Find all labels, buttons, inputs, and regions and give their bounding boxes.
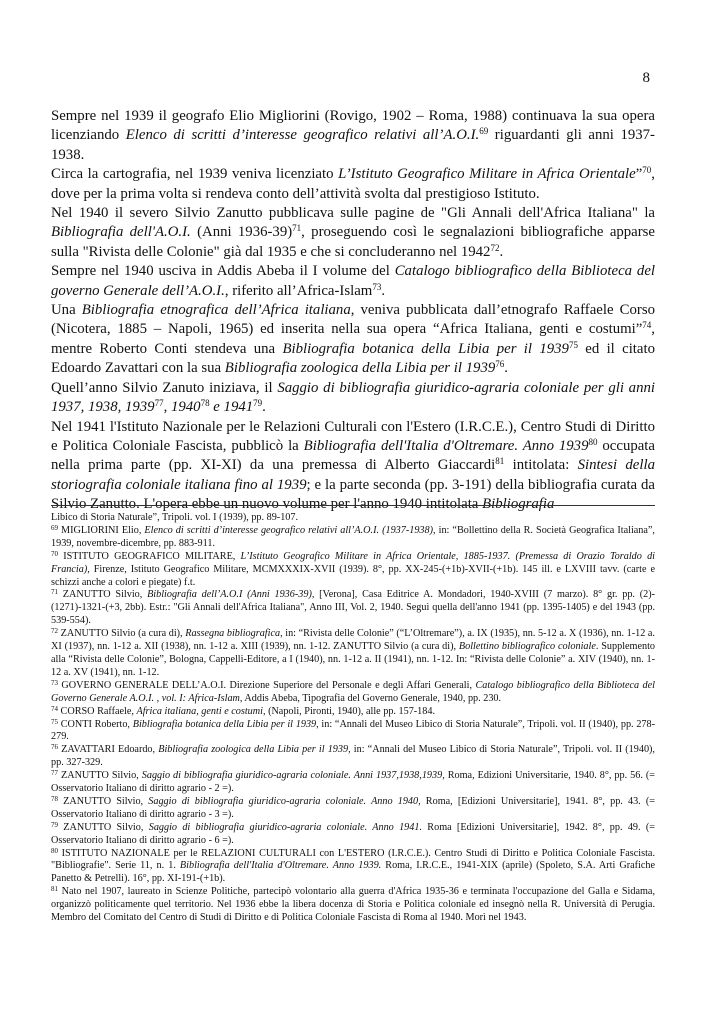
paragraph (51, 379, 655, 418)
text-run: GOVERNO GENERALE DELL’A.O.I. Direzione Superiore del Personale e degli Affari Generali, (58, 679, 476, 691)
note-reference: 76 (51, 743, 58, 752)
text-run: Rassegna bibliografica (185, 628, 281, 640)
note-reference: 69 (479, 126, 489, 137)
footnote (51, 848, 655, 887)
text-run: Bibliografia dell'Italia d'Oltremare. Anno 1939 (303, 437, 589, 454)
text-run: ZANUTTO Silvio, (58, 821, 149, 833)
footnote (51, 886, 655, 925)
note-reference: 81 (51, 885, 58, 894)
text-run: , in: “Bollettino della R. Società Geografica Italiana”, 1939, novembre-dicembre, pp. 883-911. (51, 524, 655, 549)
text-run: Bibliografia (482, 496, 555, 513)
text-run: , (Napoli, Pironti, 1940), alle pp. 157-184. (262, 705, 436, 717)
text-run: Sempre nel 1940 usciva in Addis Abeba il I volume del (51, 263, 395, 280)
text-run: Bibliografia dell’A.O.I (Anni 1936-39) (147, 589, 312, 601)
note-reference: 77 (154, 398, 164, 409)
text-run: Bibliografia botanica della Libia per il 1939 (282, 340, 569, 357)
footnote (51, 551, 655, 590)
note-reference: 80 (588, 436, 598, 447)
text-run: Nato nel 1907, laureato in Scienze Politiche, partecipò volontario alla guerra d'Africa 1935-36 e terminata l'occupazione del Galla e Sidama, organizzò politicamente quel territorio. Nel 1936 ebbe la libera docenza di Storia e Politica coloniale ed insegnò nella R. Università di Perugia. Membro del Comitato del Centro di Studi di Diritto e di Politica Coloniale Fascista di Roma al 1940. Morì nel 1943. (51, 886, 655, 924)
note-reference: 70 (51, 549, 58, 558)
note-reference: 79 (253, 398, 263, 409)
text-run: , in: “Annali del Museo Libico di Storia Naturale”, Tripoli. vol. II (1940), pp. 278-279. (51, 718, 655, 743)
note-reference: 75 (568, 339, 578, 350)
note-reference: 69 (51, 523, 58, 532)
text-run: CONTI Roberto, (58, 718, 133, 730)
text-run: Sintesi della storiografia coloniale italiana fino al 1939 (51, 457, 655, 493)
text-run: Roma, I.R.C.E., 1941-XIX (aprile) (Spoleto, S.A. Arti Grafiche Panetto & Petrelli). 16°, pp. XI-191-(+1b). (51, 860, 655, 885)
footnote (51, 512, 655, 525)
text-run: Bibliografia zoologica della Libia per il 1939 (224, 360, 496, 377)
text-run: Sempre nel 1939 il geografo Elio Migliorini (Rovigo, 1902 – Roma, 1988) continuava la sua opera licenziando (51, 108, 655, 144)
text-run: , Roma, Edizioni Universitarie, 1940. 8°, pp. 56. (= Osservatorio Italiano di diritto agrario - 2 =). (51, 770, 656, 795)
text-run: , [Verona], Casa Editrice A. Mondadori, 1940-XVIII (7 marzo). 8° gr. pp. (2)-(1271)-1321-(+3, 2bb). Estr.: "Gli Annali dell'Africa Italiana", Anno III, Vol. 2, 1940. Seguì quella dell'anno 1941 (pp. 1395-1405) e del 1943 (pp. 539-554). (51, 589, 655, 627)
footnote-separator (51, 505, 655, 506)
note-reference: 71 (51, 588, 58, 597)
footnote (51, 796, 655, 822)
note-reference: 74 (642, 320, 652, 331)
note-reference: 77 (51, 769, 58, 778)
footnotes (51, 512, 655, 925)
text-run: , Firenze, Istituto Geografico Militare, MCMXXXIX-XVII (1939). 8°, pp. XX-245-(+1b)-XVII-(+1b). 145 ill. e LXVIII tavv. (carte e schizzi anche a colori e piegate) f.t. (51, 563, 655, 588)
text-run: . Supplemento alla “Rivista delle Colonie”, Bologna, Cappelli-Editore, a I (1940), nn. 1-12 a. II (1941), nn. 1-12. In: “Rivista delle Colonie” a. XIV (1940), nn. 1-12 a. XV (1941), nn. 1-12. (51, 641, 656, 678)
text-run: , Addis Abeba, Tipografia del Governo Generale, 1940, pp. 230. (239, 692, 502, 704)
note-reference: 75 (51, 717, 58, 726)
text-run: (Anni 1936-39) (190, 224, 293, 241)
paragraph (51, 262, 655, 301)
footnote (51, 706, 655, 719)
text-run: ” (635, 166, 643, 183)
text-run: ZANUTTO Silvio, (58, 589, 148, 601)
text-run: . (381, 282, 386, 299)
text-run: Una (51, 302, 82, 319)
text-run: , (163, 399, 171, 416)
text-run: Bibliografia botanica della Libia per il 1939 (132, 718, 317, 730)
paragraph (51, 204, 655, 262)
text-run: . (262, 399, 266, 416)
text-run: occupata nella prima parte (pp. XI-XI) da una premessa di Alberto Giaccardi (51, 437, 655, 474)
text-run: , in: “Rivista delle Colonie” (“L’Oltremare”), a. IX (1935), nn. 5-12 a. X (1936), nn. 1-12 a. XI (1937), nn. 1-12 a. XII (1938), nn. 1-12 a. XIII (1939), nn. 1-12. ZANUTTO Silvio (a cura di), (51, 628, 655, 653)
text-run: ed il citato Edoardo Zavattari con la sua (51, 340, 655, 377)
note-reference: 73 (372, 281, 382, 292)
text-run: Bibliografia dell'Italia d'Oltremare. Anno 1939. (179, 860, 382, 872)
text-run: L’Istituto Geografico Militare in Africa Orientale, 1885-1937. (Premessa di Orazio Toraldo di Francia) (51, 550, 655, 575)
text-run: Saggio di bibliografia giuridico-agraria coloniale. Anno 1941. (148, 821, 422, 833)
text-run: Saggio di bibliografia giuridico-agraria coloniale. Anno 1940, (148, 795, 421, 807)
text-run: Bibliografia etnografica dell’Africa italiana (81, 302, 351, 319)
text-run: ZANUTTO Silvio (a cura di), (58, 628, 186, 640)
footnote (51, 770, 655, 796)
paragraph (51, 301, 655, 379)
note-reference: 72 (51, 627, 58, 636)
text-run: Nel 1941 l'Istituto Nazionale per le Relazioni Culturali con l'Estero (I.R.C.E.), Centro Studi di Diritto e Politica Coloniale Fascista, pubblicò la (51, 418, 655, 454)
note-reference: 70 (642, 165, 652, 176)
footnote (51, 822, 655, 848)
text-run: ZANUTTO Silvio, (58, 795, 149, 807)
note-reference: 78 (51, 794, 58, 803)
text-run: ZANUTTO Silvio, (58, 770, 142, 782)
footnote (51, 680, 655, 706)
text-run: Saggio di bibliografia giuridico-agraria coloniale per gli anni 1937, 1938, 1939 (51, 379, 655, 416)
note-reference: 72 (490, 242, 500, 253)
note-reference: 74 (51, 704, 58, 713)
text-run: , mentre Roberto Conti stendeva una (51, 321, 655, 357)
text-run: Bibliografia dell'A.O.I. (51, 224, 191, 241)
text-run: ZAVATTARI Edoardo, (58, 744, 159, 756)
text-run: ; e la parte seconda (pp. 3-191) della bibliografia curata da Silvio Zanutto. L'opera ebbe un nuovo volume per l'anno 1940 intitolata (51, 476, 656, 513)
footnote (51, 525, 655, 551)
text-run: Bibliografia zoologica della Libia per il 1939, (158, 744, 351, 756)
text-run: Nel 1940 il severo Silvio Zanutto pubblicava sulle pagine de "Gli Annali dell'Africa Italiana" la (51, 205, 655, 222)
note-reference: 81 (495, 456, 505, 467)
text-run: riguardanti gli anni 1937-1938. (51, 127, 655, 163)
text-run: L’Istituto Geografico Militare in Africa Orientale (338, 166, 636, 183)
text-run: Catalogo bibliografico della Biblioteca del Governo Generale A.O.I. , vol. I: Africa-Islam (51, 679, 655, 704)
text-run: , proseguendo così le segnalazioni bibliografiche apparse sulla "Rivista delle Colonie" già dal 1935 e che si concluderanno nel 1942 (51, 224, 656, 260)
paragraph (51, 418, 655, 515)
note-reference: 76 (495, 359, 505, 370)
body-text (51, 107, 655, 515)
footnote (51, 744, 655, 770)
paragraph (51, 165, 655, 204)
text-run: . (504, 360, 508, 377)
text-run: Roma [Edizioni Universitarie], 1942. 8°, pp. 49. (= Osservatorio Italiano di diritto agrario - 6 =). (51, 821, 656, 846)
text-run: intitolata: (504, 457, 578, 474)
note-reference: 79 (51, 820, 58, 829)
text-run: CORSO Raffaele, (58, 705, 137, 717)
text-run: Elenco di scritti d’interesse geografico relativi all’A.O.I. (125, 127, 480, 144)
text-run: Quell’anno Silvio Zanuto iniziava, il (51, 379, 278, 396)
text-run: Roma, [Edizioni Universitarie], 1941. 8°, pp. 43. (= Osservatorio Italiano di diritto agrario - 3 =). (51, 795, 656, 820)
footnote (51, 719, 655, 745)
text-run: ISTITUTO NAZIONALE per le RELAZIONI CULTURALI con L'ESTERO (I.R.C.E.). Centro Studi di Diritto e Politica Coloniale Fascista. "Bibliografie". Serie 11, n. 1. (51, 847, 655, 872)
note-reference: 78 (200, 398, 210, 409)
footnote (51, 589, 655, 628)
text-run: Circa la cartografia, nel 1939 veniva licenziato (51, 166, 339, 183)
text-run: Saggio di bibliografia giuridico-agraria coloniale. Anni 1937,1938,1939 (141, 770, 443, 782)
text-run: Catalogo bibliografico della Biblioteca del governo Generale dell’A.O.I. (51, 263, 655, 299)
note-reference: 73 (51, 678, 58, 687)
text-run: , riferito all’Africa-Islam (224, 282, 373, 299)
page-number: 8 (642, 70, 650, 86)
note-reference: 71 (292, 223, 302, 234)
text-run: e 1941 (213, 399, 254, 416)
text-run: , veniva pubblicata dall’etnografo Raffaele Corso (Nicotera, 1885 – Napoli, 1965) ed inserita nella sua opera “Africa Italiana, genti e costumi” (51, 302, 655, 338)
note-reference: 80 (51, 846, 58, 855)
text-run: Libico di Storia Naturale”, Tripoli. vol. I (1939), pp. 89-107. (51, 512, 299, 523)
text-run: ISTITUTO GEOGRAFICO MILITARE, (58, 550, 241, 562)
text-run: in: “Annali del Museo Libico di Storia Naturale”, Tripoli. vol. II (1940), pp. 327-329. (51, 744, 655, 769)
text-run: Elenco di scritti d’interesse geografico relativi all’A.O.I. (1937-1938) (144, 524, 434, 536)
text-run: , dove per la prima volta si rendeva conto dell’attività svolta dal prestigioso Istituto. (51, 166, 655, 202)
text-run: . (499, 243, 504, 260)
text-run: Africa italiana, genti e costumi (136, 705, 263, 717)
text-run: MIGLIORINI Elio, (58, 524, 145, 536)
text-run: 1940 (170, 399, 201, 416)
text-run: Bollettino bibliografico coloniale (458, 641, 596, 653)
paragraph (51, 107, 655, 165)
footnote (51, 628, 655, 680)
